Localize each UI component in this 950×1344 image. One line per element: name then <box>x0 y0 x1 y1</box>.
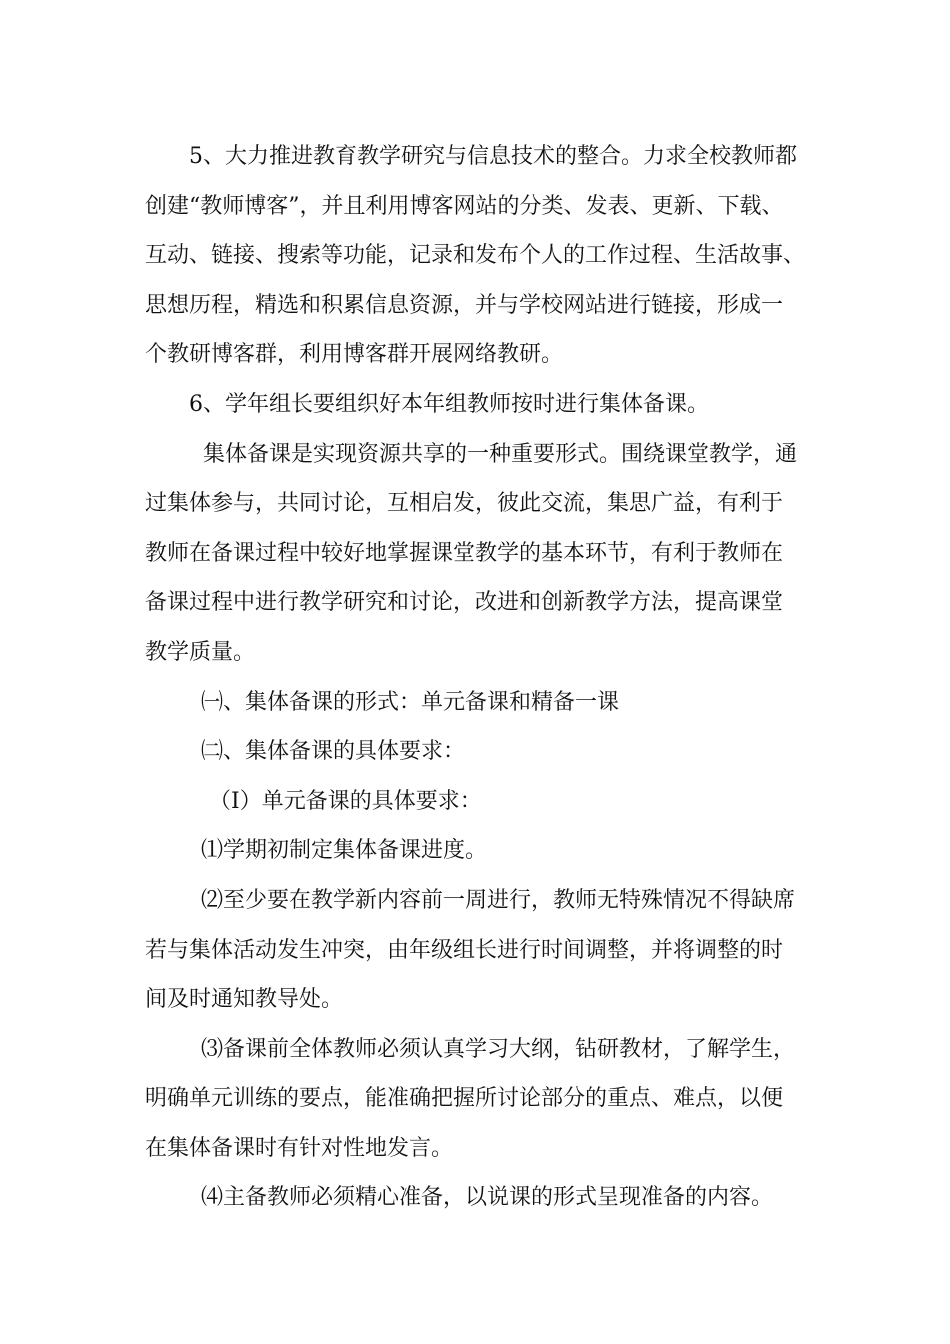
list-item-3 <box>145 1025 835 1174</box>
list-item-2 <box>145 876 835 1025</box>
text-line: 5、大力推进教育教学研究与信息技术的整合。力求全校教师都 <box>189 144 797 169</box>
text-line: 备课过程中进行教学研究和讨论，改进和创新教学方法，提高课堂 <box>145 590 784 616</box>
text-line: （I）单元备课的具体要求： <box>209 788 482 814</box>
paragraph-item-6 <box>145 380 835 430</box>
text-line: 在集体备课时有针对性地发言。 <box>145 1135 454 1161</box>
text-line: 教学质量。 <box>145 639 256 665</box>
text-line: ⑴学期初制定集体备课进度。 <box>201 838 488 864</box>
text-line: 间及时通知教导处。 <box>145 987 344 1013</box>
text-line: ㈠、集体备课的形式：单元备课和精备一课 <box>201 689 620 715</box>
document-body <box>145 132 835 1223</box>
paragraph-collective-prep <box>145 430 835 678</box>
text-line: ㈡、集体备课的具体要求： <box>201 739 466 765</box>
text-line: ⑷主备教师必须精心准备，以说课的形式呈现准备的内容。 <box>201 1185 774 1211</box>
subheading-unit-prep <box>145 777 835 827</box>
text-line: ⑶备课前全体教师必须认真学习大纲，钻研教材，了解学生， <box>201 1036 796 1062</box>
text-line: 明确单元训练的要点，能准确把握所讨论部分的重点、难点，以便 <box>145 1086 784 1112</box>
text-line: 过集体参与，共同讨论，互相启发，彼此交流，集思广益，有利于 <box>145 491 784 517</box>
text-line: 集体备课是实现资源共享的一种重要形式。围绕课堂教学，通 <box>203 441 798 467</box>
heading-form <box>145 678 835 728</box>
list-item-4 <box>145 1173 835 1223</box>
heading-requirements <box>145 727 835 777</box>
text-line: 个教研博客群，利用博客群开展网络教研。 <box>145 342 564 368</box>
list-item-1 <box>145 826 835 876</box>
text-line: 思想历程，精选和积累信息资源，并与学校网站进行链接，形成一 <box>145 292 784 318</box>
text-line: 6、学年组长要组织好本年组教师按时进行集体备课。 <box>189 391 709 417</box>
text-line: ⑵至少要在教学新内容前一周进行，教师无特殊情况不得缺席 <box>201 887 796 913</box>
text-line: 互动、链接、搜索等功能，记录和发布个人的工作过程、生活故事、 <box>145 243 806 269</box>
text-line: 教师在备课过程中较好地掌握课堂教学的基本环节，有利于教师在 <box>145 540 784 566</box>
paragraph-item-5 <box>145 132 835 380</box>
text-line: 创建“教师博客”，并且利用博客网站的分类、发表、更新、下载、 <box>145 193 784 219</box>
text-line: 若与集体活动发生冲突，由年级组长进行时间调整，并将调整的时 <box>145 937 784 963</box>
